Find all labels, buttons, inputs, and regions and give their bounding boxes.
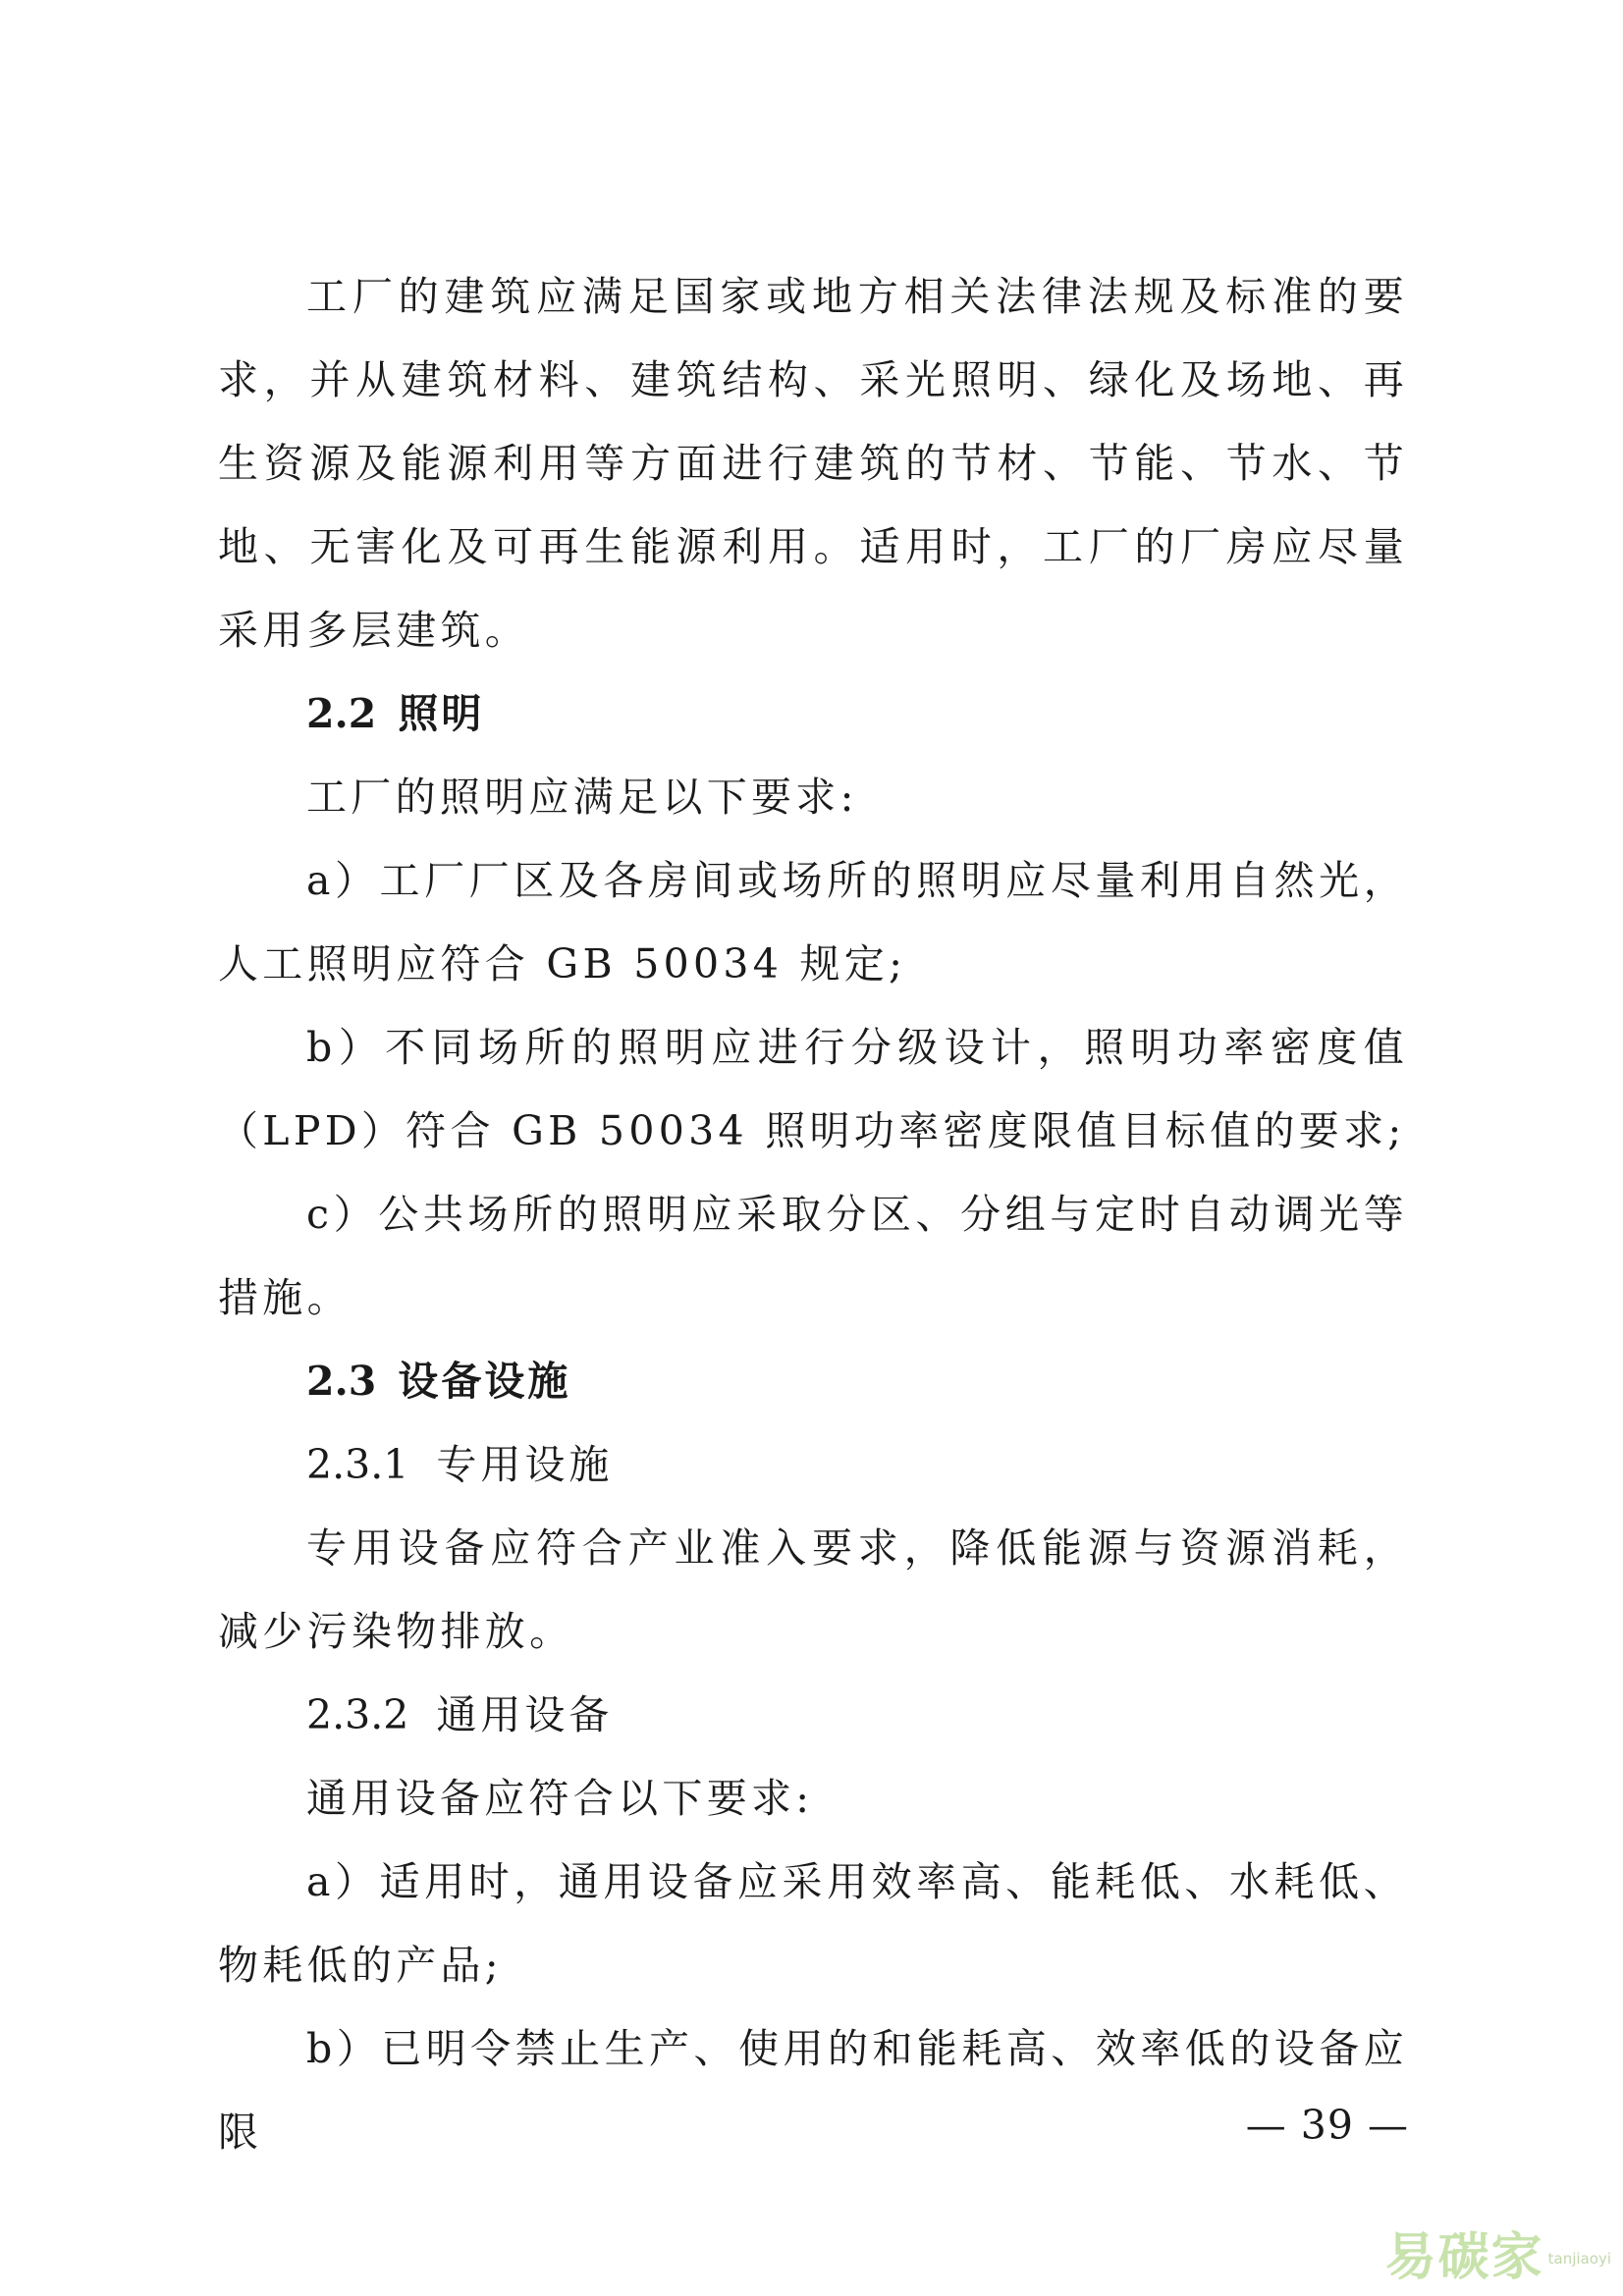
list-item-general-b: b）已明令禁止生产、使用的和能耗高、效率低的设备应限 bbox=[218, 2025, 1408, 2156]
subsection-number: 2.3.2 bbox=[306, 1691, 409, 1738]
list-item-lighting-a: a）工厂厂区及各房间或场所的照明应尽量利用自然光，人工照明应符合 GB 50034 规定; bbox=[218, 857, 1408, 988]
watermark-domain: tanjiaoyi bbox=[1547, 2250, 1611, 2268]
section-number: 2.3 bbox=[306, 1358, 377, 1405]
list-item-lighting-b: b）不同场所的照明应进行分级设计，照明功率密度值（LPD）符合 GB 50034 照明功率密度限值目标值的要求; bbox=[218, 1024, 1408, 1154]
section-heading-lighting bbox=[218, 672, 1408, 756]
paragraph-building: 工厂的建筑应满足国家或地方相关法律法规及标准的要求，并从建筑材料、建筑结构、采光照明、绿化及场地、再生资源及能源利用等方面进行建筑的节材、节能、节水、节地、无害化及可再生能源利用。适用时，工厂的厂房应尽量采用多层建筑。 bbox=[218, 273, 1408, 654]
list-item-general-a: a）适用时，通用设备应采用效率高、能耗低、水耗低、物耗低的产品; bbox=[218, 1858, 1408, 1989]
section-number: 2.2 bbox=[306, 690, 377, 737]
section-title: 设备设施 bbox=[398, 1358, 571, 1405]
page-number: — 39 — bbox=[1245, 2102, 1409, 2149]
section-heading-equipment bbox=[218, 1340, 1408, 1423]
paragraph-special-equipment: 专用设备应符合产业准入要求，降低能源与资源消耗，减少污染物排放。 bbox=[218, 1524, 1408, 1655]
list-item-lighting-c: c）公共场所的照明应采取分区、分组与定时自动调光等措施。 bbox=[218, 1191, 1408, 1321]
paragraph-general-intro: 通用设备应符合以下要求: bbox=[306, 1775, 814, 1822]
subsection-number: 2.3.1 bbox=[306, 1441, 409, 1488]
paragraph-lighting-intro: 工厂的照明应满足以下要求: bbox=[306, 774, 858, 821]
subsection-title: 专用设施 bbox=[436, 1441, 614, 1488]
subsection-title: 通用设备 bbox=[436, 1691, 614, 1738]
watermark-logo-text: 易碳家 bbox=[1384, 2228, 1544, 2287]
body-text bbox=[218, 255, 1408, 2174]
watermark-logo bbox=[1385, 2226, 1611, 2289]
subsection-heading-special bbox=[218, 1423, 1408, 1507]
section-title: 照明 bbox=[398, 690, 485, 737]
subsection-heading-general bbox=[218, 1674, 1408, 1757]
